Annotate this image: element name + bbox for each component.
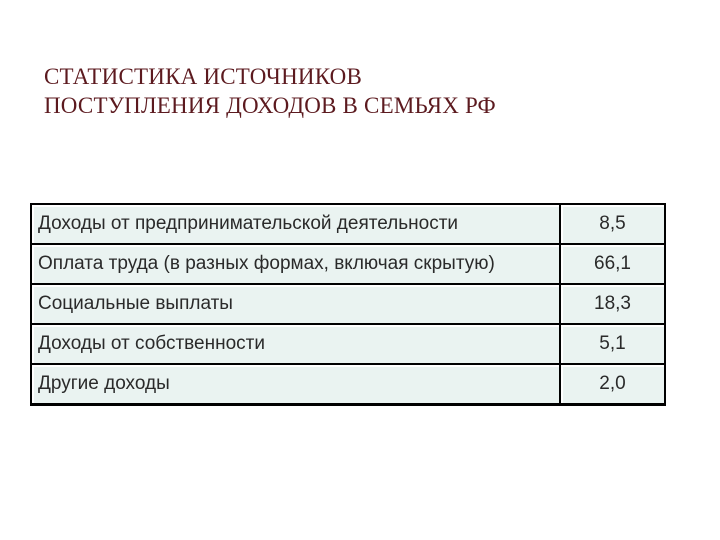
table-row <box>32 325 666 365</box>
row-value: 66,1 <box>561 245 666 285</box>
table-row <box>32 285 666 325</box>
slide-title-line-1: СТАТИСТИКА ИСТОЧНИКОВ <box>44 64 363 89</box>
table-row <box>32 205 666 245</box>
table-row <box>32 245 666 285</box>
slide-title-line-2: ПОСТУПЛЕНИЯ ДОХОДОВ В СЕМЬЯХ РФ <box>44 93 496 118</box>
row-label: Другие доходы <box>32 365 561 406</box>
row-value: 18,3 <box>561 285 666 325</box>
row-label: Доходы от собственности <box>32 325 561 365</box>
row-label: Оплата труда (в разных формах, включая скрытую) <box>32 245 561 285</box>
row-label: Социальные выплаты <box>32 285 561 325</box>
income-sources-table <box>30 203 666 406</box>
row-value: 2,0 <box>561 365 666 406</box>
slide-title <box>44 62 684 120</box>
row-label: Доходы от предпринимательской деятельности <box>32 205 561 245</box>
table-row <box>32 365 666 406</box>
row-value: 8,5 <box>561 205 666 245</box>
row-value: 5,1 <box>561 325 666 365</box>
